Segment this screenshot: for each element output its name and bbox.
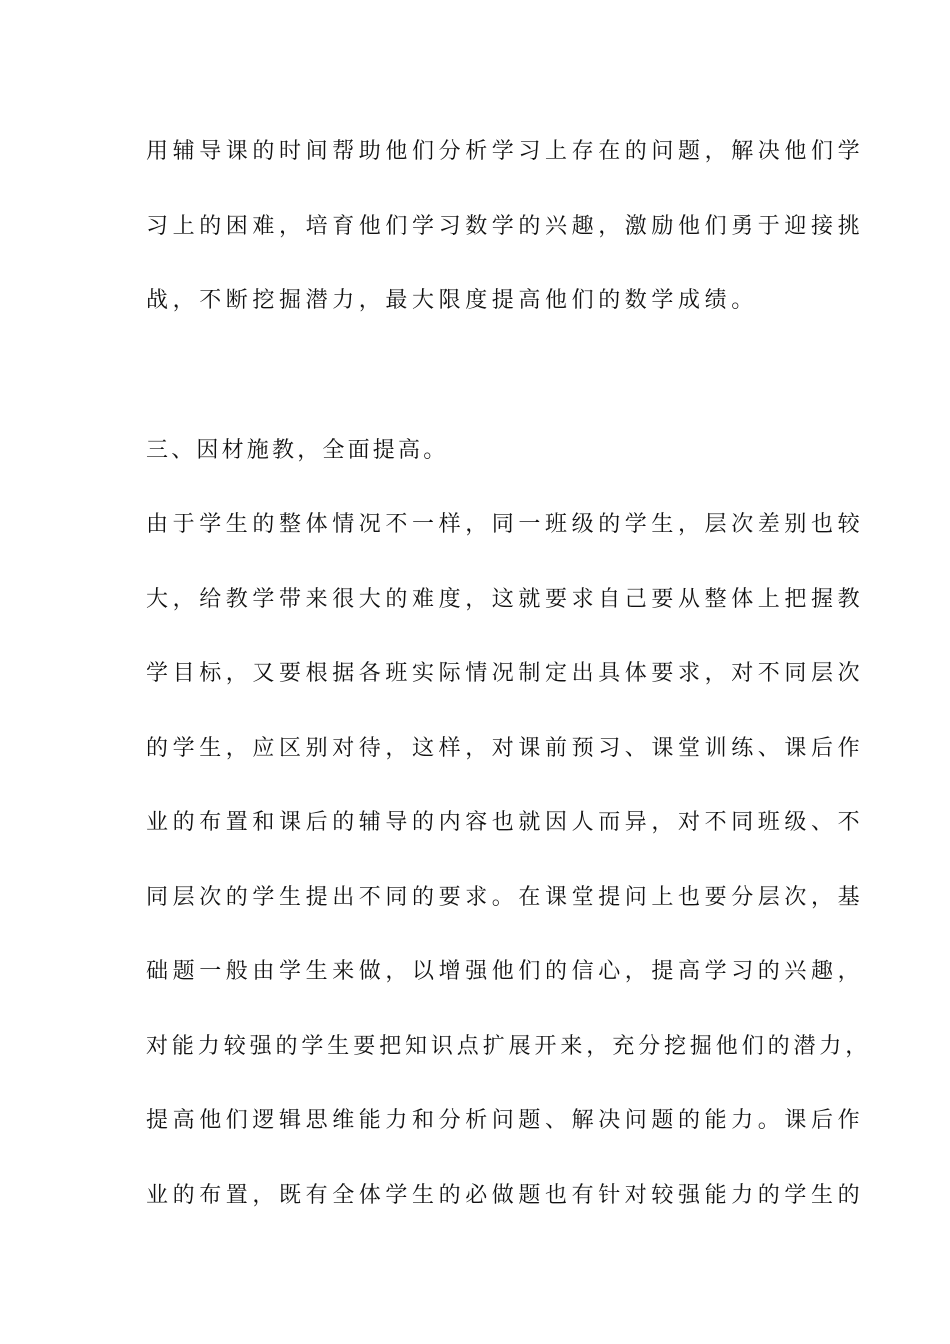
paragraph-2-line-9: 提高他们逻辑思维能力和分析问题、解决问题的能力。课后作 xyxy=(146,1108,865,1133)
paragraph-2-line-6: 同层次的学生提出不同的要求。在课堂提问上也要分层次，基 xyxy=(146,885,865,910)
paragraph-2-line-1: 由于学生的整体情况不一样，同一班级的学生，层次差别也较 xyxy=(146,512,865,537)
paragraph-1-line-1: 用辅导课的时间帮助他们分析学习上存在的问题，解决他们学 xyxy=(146,139,865,164)
paragraph-1-line-2: 习上的困难，培育他们学习数学的兴趣，激励他们勇于迎接挑 xyxy=(146,214,865,239)
paragraph-2-line-4: 的学生，应区别对待，这样，对课前预习、课堂训练、课后作 xyxy=(146,736,865,761)
paragraph-2-line-7: 础题一般由学生来做，以增强他们的信心，提高学习的兴趣， xyxy=(146,959,865,984)
paragraph-2-line-3: 学目标，又要根据各班实际情况制定出具体要求，对不同层次 xyxy=(146,661,865,686)
paragraph-2-line-5: 业的布置和课后的辅导的内容也就因人而异，对不同班级、不 xyxy=(146,810,865,835)
paragraph-1-line-3: 战，不断挖掘潜力，最大限度提高他们的数学成绩。 xyxy=(146,288,758,313)
paragraph-2-line-2: 大，给教学带来很大的难度，这就要求自己要从整体上把握教 xyxy=(146,587,865,612)
paragraph-2-line-8: 对能力较强的学生要把知识点扩展开来，充分挖掘他们的潜力， xyxy=(146,1034,872,1059)
section-heading: 三、因材施教，全面提高。 xyxy=(146,438,449,463)
paragraph-2-line-10: 业的布置，既有全体学生的必做题也有针对较强能力的学生的 xyxy=(146,1183,865,1208)
